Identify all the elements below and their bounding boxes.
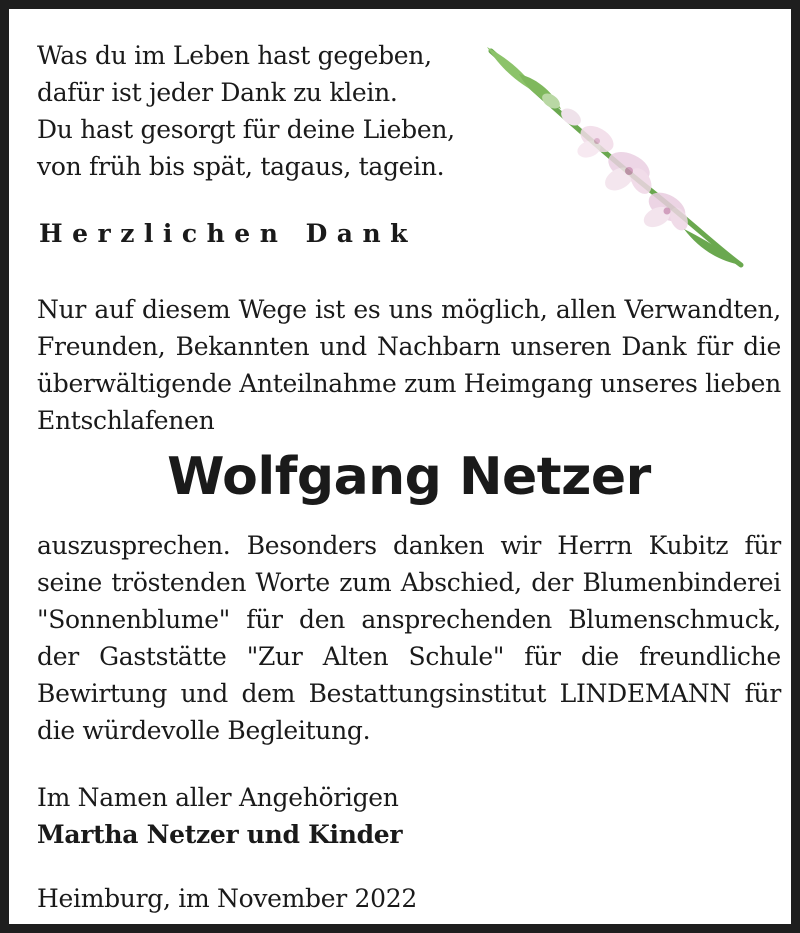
word: Gaststätte (99, 642, 227, 671)
word: der (531, 568, 574, 597)
text-line (37, 638, 781, 675)
word: "Sonnenblume" (37, 605, 230, 634)
word: die (580, 642, 619, 671)
word: freundliche (639, 642, 781, 671)
word: den (299, 605, 346, 634)
poem-line: von früh bis spät, tagaus, tagein. (37, 152, 445, 181)
word: wir (500, 531, 541, 560)
word: lieben (705, 369, 781, 398)
word: unseres (600, 369, 698, 398)
word: Dank (621, 332, 687, 361)
word: für (696, 332, 733, 361)
poem (37, 37, 455, 185)
text-line (37, 564, 781, 601)
place-date: Heimburg, im November 2022 (37, 884, 417, 913)
word: für (744, 531, 781, 560)
word: Bewirtung (37, 679, 168, 708)
word: Wege (238, 295, 307, 324)
word: es (353, 295, 381, 324)
word: Bekannten (175, 332, 310, 361)
signoff-intro: Im Namen aller Angehörigen (37, 783, 399, 812)
text-line (37, 402, 781, 439)
word: dem (241, 679, 296, 708)
text-line (37, 712, 781, 749)
word: Blumenbinderei (582, 568, 781, 597)
deceased-name: Wolfgang Netzer (167, 447, 651, 507)
word: überwältigende (37, 369, 232, 398)
word: für (246, 605, 283, 634)
word: Heimgang (463, 369, 593, 398)
word: unseren (510, 332, 612, 361)
word: Worte (255, 568, 330, 597)
text-line (37, 291, 781, 328)
text-line (37, 601, 781, 638)
word: die würdevolle Begleitung. (37, 716, 371, 745)
word: für (524, 642, 561, 671)
text-line (37, 328, 781, 365)
word: Bestattungsinstitut (308, 679, 547, 708)
word: zum (339, 568, 392, 597)
thanks-text-before-name (37, 291, 781, 439)
text-line (37, 365, 781, 402)
word: Herrn (557, 531, 633, 560)
signoff (37, 779, 402, 853)
word: LINDEMANN (559, 679, 732, 708)
word: diesem (142, 295, 231, 324)
text-line (37, 527, 781, 564)
poem-line: Du hast gesorgt für deine Lieben, (37, 115, 455, 144)
word: Schule" (408, 642, 505, 671)
word: seine (37, 568, 103, 597)
word: Anteilnahme (239, 369, 397, 398)
word: zum (404, 369, 457, 398)
word: für (744, 679, 781, 708)
word: die (743, 332, 781, 361)
word: Blumenschmuck, (568, 605, 781, 634)
thanks-text-after-name (37, 527, 781, 749)
word: ansprechenden (361, 605, 552, 634)
word: "Zur (246, 642, 303, 671)
word: und (180, 679, 228, 708)
word: Verwandten, (624, 295, 781, 324)
word: ist (315, 295, 346, 324)
poem-line: dafür ist jeder Dank zu klein. (37, 78, 398, 107)
word: danken (393, 531, 485, 560)
word: Besonders (246, 531, 377, 560)
word: Freunden, (37, 332, 166, 361)
word: Nachbarn (376, 332, 501, 361)
word: und (319, 332, 367, 361)
word: Kubitz (648, 531, 729, 560)
word: auf (94, 295, 134, 324)
word: Alten (322, 642, 389, 671)
heading: Herzlichen Dank (39, 219, 417, 248)
word: der (37, 642, 79, 671)
word: tröstenden (111, 568, 247, 597)
word: Nur (37, 295, 87, 324)
signoff-names: Martha Netzer und Kinder (37, 820, 403, 849)
word: allen (555, 295, 617, 324)
word: möglich, (441, 295, 548, 324)
word: uns (388, 295, 433, 324)
word: auszusprechen. (37, 531, 231, 560)
word: Abschied, (400, 568, 522, 597)
poem-line: Was du im Leben hast gegeben, (37, 41, 432, 70)
text-line (37, 675, 781, 712)
word: Entschlafenen (37, 406, 215, 435)
gladiolus-flower-icon (479, 39, 759, 279)
